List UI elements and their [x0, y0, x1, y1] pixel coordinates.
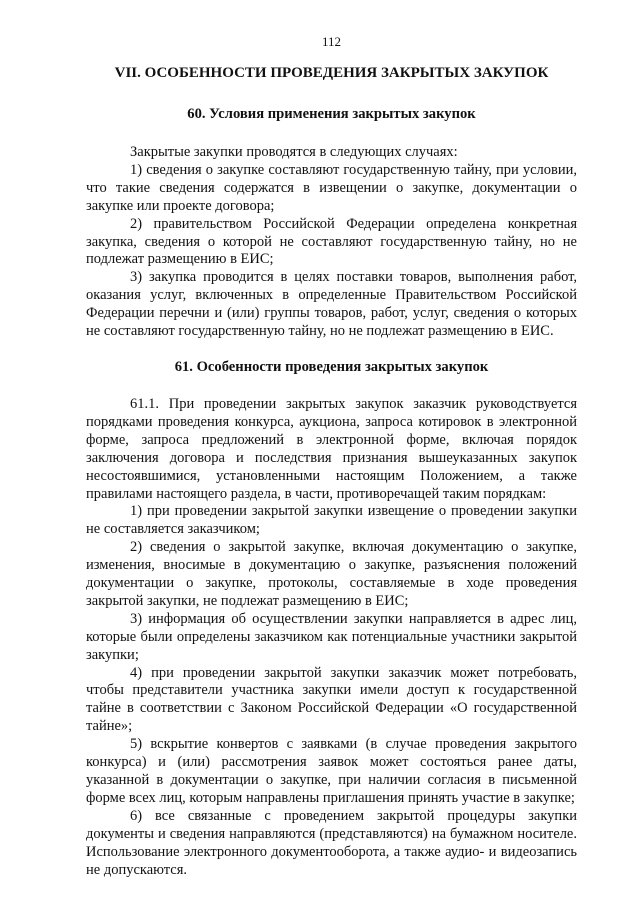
paragraph: 61.1. При проведении закрытых закупок заказчик руководствуется порядками проведения конкурса, аукциона, запроса котировок в электронной форме, запроса предложений в электронной форме, включая порядок заключения договора и последствия признания вышеуказанных закупок несостоявшимися, установленными настоящим Положением, а также правилами настоящего раздела, в части, противоречащей таким порядкам:	[86, 395, 577, 502]
section-60	[86, 105, 577, 341]
chapter-title: VII. ОСОБЕННОСТИ ПРОВЕДЕНИЯ ЗАКРЫТЫХ ЗАКУПОК	[114, 65, 549, 81]
paragraph: 3) закупка проводится в целях поставки товаров, выполнения работ, оказания услуг, включенных в определенные Правительством Российской Федерации перечни и (или) группы товаров, работ, услуг, сведения о которых не составляют государственную тайну, но не подлежат размещению в ЕИС.	[86, 269, 577, 340]
paragraph: 4) при проведении закрытой закупки заказчик может потребовать, чтобы представители участника закупки имели доступ к государственной тайне в соответствии с Законом Российской Федерации «О государственной тайне»;	[86, 664, 577, 735]
paragraph: 2) сведения о закрытой закупке, включая документацию о закупке, изменения, вносимые в документацию о закупке, разъяснения положений документации о закупке, протоколы, составляемые в ходе проведения закрытой закупки, не подлежат размещению в ЕИС;	[86, 539, 577, 609]
paragraph: 6) все связанные с проведением закрытой процедуры закупки документы и сведения направляются (представляются) на бумажном носителе. Использование электронного документооборота, а также аудио- и видеозапись не допускаются.	[86, 807, 577, 878]
section-title: 61. Особенности проведения закрытых закупок	[174, 358, 489, 375]
section-61	[86, 358, 577, 879]
paragraph: 5) вскрытие конвертов с заявками (в случае проведения закрытого конкурса) и (или) рассмотрения заявок может состояться ранее даты, указанной в документации о закупке, при наличии согласия в письменной форме всех лиц, которым направлены приглашения принять участие в закупке;	[86, 736, 577, 806]
paragraph: Закрытые закупки проводятся в следующих случаях:	[130, 144, 458, 160]
paragraph: 2) правительством Российской Федерации определена конкретная закупка, сведения о которой не составляют государственную тайну, но не подлежат размещению в ЕИС;	[86, 215, 577, 268]
document-page	[86, 34, 577, 879]
page-number: 112	[321, 34, 342, 49]
section-title: 60. Условия применения закрытых закупок	[187, 106, 476, 122]
paragraph: 1) сведения о закупке составляют государственную тайну, при условии, что такие сведения содержатся в извещении о закупке, документации о закупке или проекте договора;	[86, 161, 577, 214]
paragraph: 3) информация об осуществлении закупки направляется в адрес лиц, которые были определены заказчиком как потенциальные участники закрытой закупки;	[86, 610, 577, 663]
paragraph: 1) при проведении закрытой закупки извещение о проведении закупки не составляется заказчиком;	[86, 503, 577, 538]
